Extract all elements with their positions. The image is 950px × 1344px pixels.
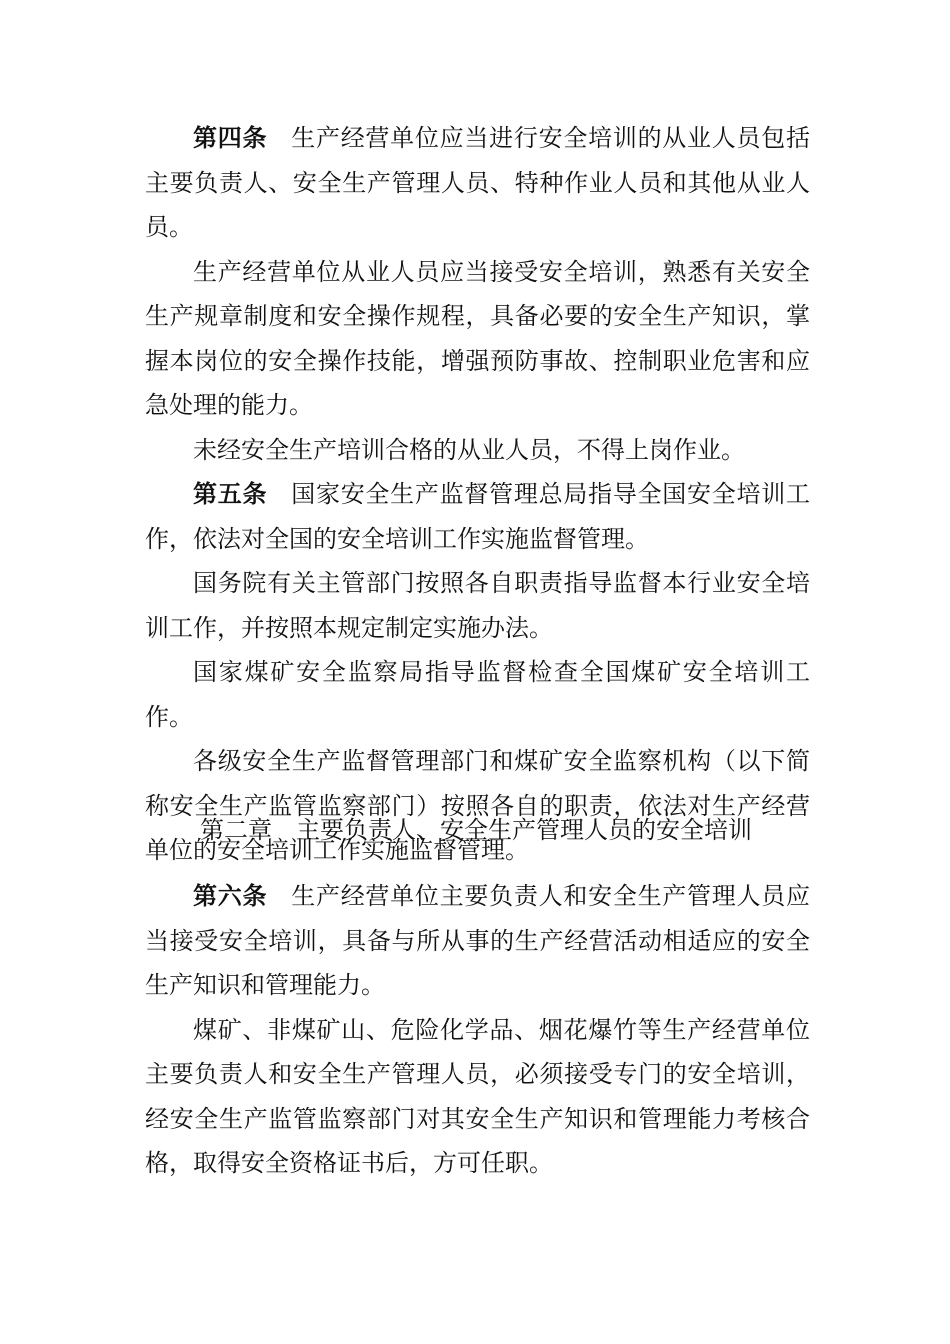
article-5-number: 第五条 [193, 480, 268, 508]
article-6-block [145, 874, 810, 1186]
article-4-text-1: 生产经营单位应当进行安全培训的从业人员包括主要负责人、安全生产管理人员、特种作业人员和其他从业人员。 [145, 124, 810, 241]
article-4-paragraph-2: 生产经营单位从业人员应当接受安全培训，熟悉有关安全生产规章制度和安全操作规程，具备必要的安全生产知识，掌握本岗位的安全操作技能，增强预防事故、控制职业危害和应急处理的能力。 [145, 257, 810, 419]
article-4-paragraph-1 [145, 116, 810, 250]
article-6-paragraph-2: 煤矿、非煤矿山、危险化学品、烟花爆竹等生产经营单位主要负责人和安全生产管理人员，必须接受专门的安全培训，经安全生产监管监察部门对其安全生产知识和管理能力考核合格，取得安全资格证书后，方可任职。 [145, 1015, 810, 1177]
article-6-paragraph-1 [145, 874, 810, 1008]
article-5-paragraph-4: 各级安全生产监督管理部门和煤矿安全监察机构（以下简称安全生产监管监察部门）按照各自的职责，依法对生产经营单位的安全培训工作实施监督管理。 [145, 747, 810, 864]
article-4-number: 第四条 [193, 124, 268, 152]
articles-4-5-block [145, 116, 810, 873]
article-6-text-1: 生产经营单位主要负责人和安全生产管理人员应当接受安全培训，具备与所从事的生产经营活动相适应的安全生产知识和管理能力。 [145, 882, 810, 999]
chapter-title: 主要负责人、安全生产管理人员的安全培训 [296, 816, 752, 844]
article-5-text-1: 国家安全生产监督管理总局指导全国安全培训工作，依法对全国的安全培训工作实施监督管理。 [145, 480, 810, 553]
chapter-heading [200, 808, 820, 853]
article-5-paragraph-3: 国家煤矿安全监察局指导监督检查全国煤矿安全培训工作。 [145, 658, 810, 731]
chapter-number: 第二章 [200, 816, 272, 844]
article-5-paragraph-2: 国务院有关主管部门按照各自职责指导监督本行业安全培训工作，并按照本规定制定实施办法。 [145, 569, 810, 642]
article-6-number: 第六条 [193, 882, 268, 910]
article-4-paragraph-3: 未经安全生产培训合格的从业人员，不得上岗作业。 [193, 435, 745, 464]
article-5-paragraph-1 [145, 472, 810, 561]
